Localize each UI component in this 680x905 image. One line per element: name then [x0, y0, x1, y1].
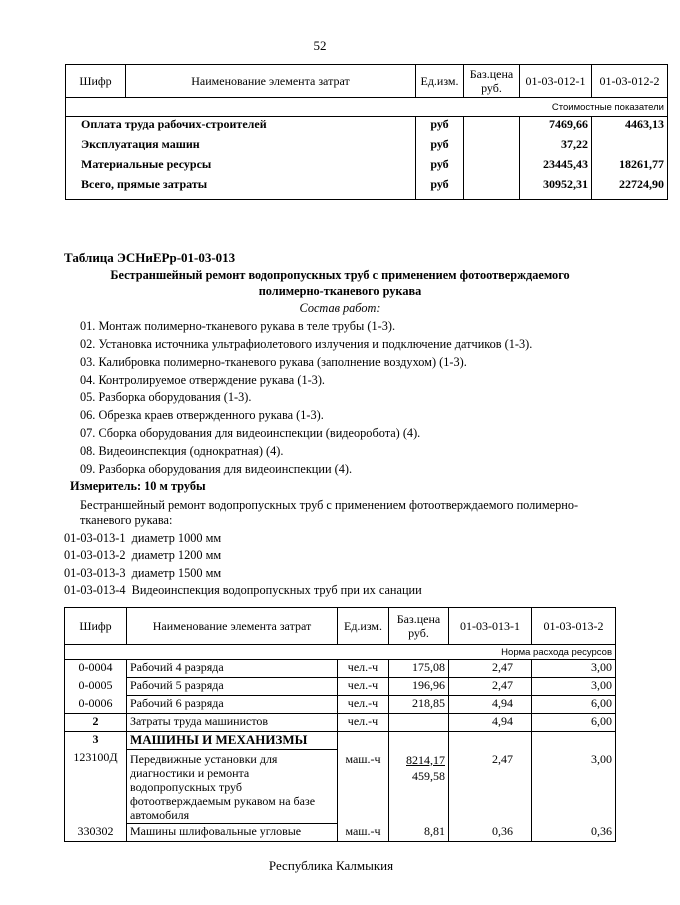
page-number: 52 — [313, 38, 327, 53]
row-price — [464, 137, 520, 157]
work-item: 01. Монтаж полимерно-тканевого рукава в теле трубы (1-3). — [80, 319, 396, 333]
row-name: Рабочий 4 разряда — [127, 660, 338, 678]
code-text: диаметр 1500 мм — [131, 566, 222, 580]
header-name: Наименование элемента затрат — [127, 608, 338, 645]
row-value-2: 6,00 — [532, 696, 616, 714]
table-row — [65, 750, 616, 824]
header-col-1: 01-03-012-1 — [520, 65, 592, 98]
work-item: 06. Обрезка краев отвержденного рукава (1-3). — [80, 408, 324, 422]
work-item: 08. Видеоинспекция (однократная) (4). — [80, 444, 284, 458]
code: 01-03-013-3 — [64, 566, 126, 580]
section-title-line-1: Бестраншейный ремонт водопропускных труб с применением фотоотверждаемого — [110, 268, 570, 282]
code-item — [64, 566, 221, 581]
row-unit: руб — [416, 157, 464, 177]
code: 01-03-013-1 — [64, 531, 126, 545]
works-title: Состав работ: — [299, 301, 381, 315]
table1-subheader-row — [66, 98, 668, 117]
row-code: 123100Д — [65, 750, 127, 824]
row-code: 2 — [65, 714, 127, 732]
row-value-2: 0,36 — [532, 824, 616, 842]
row-price — [389, 714, 449, 732]
row-price-cell — [389, 750, 449, 824]
row-name: Передвижные установки для диагностики и ремонта водопропускных труб фотоотверждаемым рукавом на базе автомобиля — [127, 750, 338, 824]
row-label: Эксплуатация машин — [81, 137, 200, 151]
row-price: 218,85 — [389, 696, 449, 714]
code-text: диаметр 1000 мм — [131, 531, 222, 545]
table1-header-row — [66, 65, 668, 98]
row-name: Машины шлифовальные угловые — [127, 824, 338, 842]
table-row — [66, 157, 668, 177]
row-value-1: 2,47 — [449, 678, 532, 696]
row-code: 330302 — [65, 824, 127, 842]
work-item: 09. Разборка оборудования для видеоинспекции (4). — [80, 462, 353, 476]
table-row — [65, 732, 616, 750]
row-unit: чел.-ч — [338, 714, 389, 732]
section-title-line-2: полимерно-тканевого рукава — [258, 284, 422, 298]
row-value-2: 3,00 — [532, 678, 616, 696]
code-item — [64, 548, 221, 563]
row-name: Затраты труда машинистов — [127, 714, 338, 732]
row-value-1: 7469,66 — [520, 117, 592, 138]
row-unit: руб — [416, 137, 464, 157]
code: 01-03-013-2 — [64, 548, 126, 562]
table-row — [66, 177, 668, 200]
table-row — [65, 696, 616, 714]
row-code: 3 — [65, 732, 127, 750]
table2-subheader-row — [65, 645, 616, 660]
table2-header-row — [65, 608, 616, 645]
row-label: Всего, прямые затраты — [81, 177, 208, 191]
row-value-2: 22724,90 — [592, 177, 668, 200]
row-unit — [338, 732, 389, 750]
row-name: Рабочий 6 разряда — [127, 696, 338, 714]
row-name: МАШИНЫ И МЕХАНИЗМЫ — [127, 732, 338, 750]
row-code: 0-0006 — [65, 696, 127, 714]
header-col-1: 01-03-013-1 — [449, 608, 532, 645]
row-value-2: 4463,13 — [592, 117, 668, 138]
code-item — [64, 531, 221, 546]
cost-table-1 — [65, 64, 668, 200]
row-price — [464, 177, 520, 200]
header-name: Наименование элемента затрат — [126, 65, 416, 98]
code-item — [64, 583, 422, 598]
subheader: Стоимостные показатели — [66, 98, 668, 117]
row-price: 8214,17 — [406, 752, 445, 767]
work-item: 05. Разборка оборудования (1-3). — [80, 390, 252, 404]
row-price — [464, 117, 520, 138]
work-item: 07. Сборка оборудования для видеоинспекции (видеоробота) (4). — [80, 426, 421, 440]
work-item: 03. Калибровка полимерно-тканевого рукава (заполнение воздухом) (1-3). — [80, 355, 467, 369]
row-value-1: 4,94 — [449, 696, 532, 714]
row-value-1: 37,22 — [520, 137, 592, 157]
header-price: Баз.цена руб. — [389, 608, 449, 645]
code: 01-03-013-4 — [64, 583, 126, 597]
row-unit: маш.-ч — [338, 750, 389, 824]
footer-region: Республика Калмыкия — [268, 858, 394, 873]
code-text: диаметр 1200 мм — [131, 548, 222, 562]
header-price: Баз.цена руб. — [464, 65, 520, 98]
row-value-2: 3,00 — [532, 660, 616, 678]
subheader: Норма расхода ресурсов — [65, 645, 616, 660]
row-label: Оплата труда рабочих-строителей — [81, 117, 267, 131]
work-item: 02. Установка источника ультрафиолетового излучения и подключение датчиков (1-3). — [80, 337, 533, 351]
row-unit: чел.-ч — [338, 678, 389, 696]
code-text: Видеоинспекция водопропускных труб при их санации — [131, 583, 422, 597]
row-value-2: 3,00 — [532, 750, 616, 824]
meter: Измеритель: 10 м трубы — [70, 479, 206, 493]
header-col-2: 01-03-013-2 — [532, 608, 616, 645]
header-code: Шифр — [65, 608, 127, 645]
header-unit: Ед.изм. — [416, 65, 464, 98]
row-value-1: 2,47 — [449, 660, 532, 678]
row-value-1 — [449, 732, 532, 750]
row-price: 196,96 — [389, 678, 449, 696]
row-code: 0-0005 — [65, 678, 127, 696]
description-line-2: тканевого рукава: — [80, 513, 173, 527]
header-col-2: 01-03-012-2 — [592, 65, 668, 98]
table-row — [65, 678, 616, 696]
row-value-2: 6,00 — [532, 714, 616, 732]
row-value-1: 0,36 — [449, 824, 532, 842]
row-unit: руб — [416, 177, 464, 200]
table-row — [65, 660, 616, 678]
row-price: 8,81 — [389, 824, 449, 842]
row-unit: маш.-ч — [338, 824, 389, 842]
resource-table — [64, 607, 616, 842]
header-code: Шифр — [66, 65, 126, 98]
row-price — [389, 732, 449, 750]
table-row — [65, 824, 616, 842]
row-name: Рабочий 5 разряда — [127, 678, 338, 696]
row-value-1: 4,94 — [449, 714, 532, 732]
table-row — [66, 117, 668, 138]
row-label: Материальные ресурсы — [81, 157, 212, 171]
row-price — [464, 157, 520, 177]
header-unit: Ед.изм. — [338, 608, 389, 645]
row-unit: чел.-ч — [338, 660, 389, 678]
row-unit: чел.-ч — [338, 696, 389, 714]
row-value-1: 23445,43 — [520, 157, 592, 177]
row-unit: руб — [416, 117, 464, 138]
table-label: Таблица ЭСНиЕРр-01-03-013 — [64, 250, 236, 265]
row-value-2 — [532, 732, 616, 750]
table-row — [66, 137, 668, 157]
row-value-1: 30952,31 — [520, 177, 592, 200]
row-price-2: 459,58 — [412, 768, 445, 783]
description-line-1: Бестраншейный ремонт водопропускных труб с применением фотоотверждаемого полимерно- — [80, 498, 579, 512]
row-code: 0-0004 — [65, 660, 127, 678]
row-price: 175,08 — [389, 660, 449, 678]
row-value-2: 18261,77 — [592, 157, 668, 177]
work-item: 04. Контролируемое отверждение рукава (1-3). — [80, 373, 326, 387]
row-value-1: 2,47 — [449, 750, 532, 824]
table-row — [65, 714, 616, 732]
row-value-2 — [592, 137, 668, 157]
